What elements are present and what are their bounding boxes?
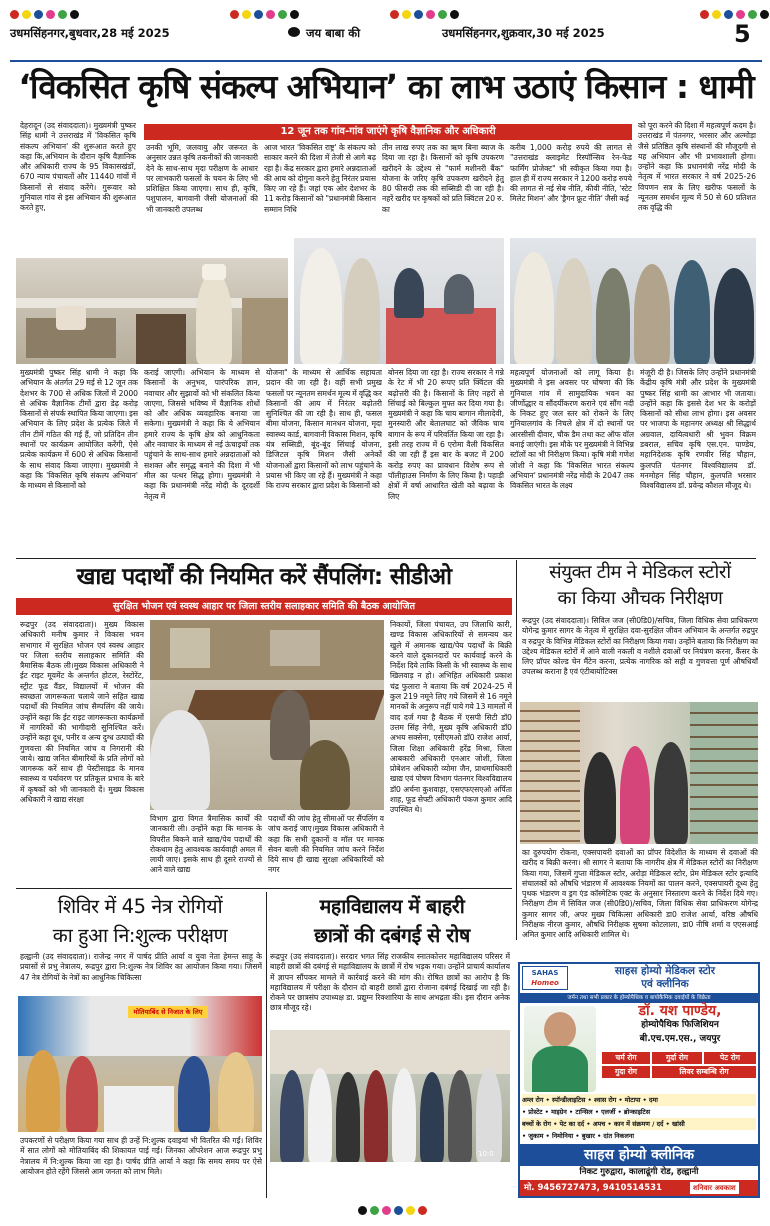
- photo-eye-camp: [18, 996, 262, 1132]
- header-color-dots-left: [10, 10, 79, 19]
- page-header: [10, 6, 762, 48]
- disease-row: अम्ल रोग • स्पॉन्डीलाइटिस • श्वास रोग • मोटापा • दमा: [522, 1094, 756, 1106]
- college-headline-line1: महाविद्यालय में बाहरी: [319, 895, 465, 918]
- section-divider-1: [16, 558, 756, 559]
- disease-row: • प्रोस्टेट • माइग्रेन • टान्सिल • एलर्जी • ब्रोन्काइटिस: [522, 1108, 651, 1116]
- photo-college-students: [270, 1030, 510, 1162]
- logo-icon: [288, 27, 300, 37]
- header-color-dots-center-right: [390, 10, 459, 19]
- advert-title-line2: एवं क्लीनिक: [641, 978, 689, 990]
- header-color-dots-center: [230, 10, 299, 19]
- main-story-col3: आज भारत 'विकसित राष्ट्र' के संकल्प को साकार करने की दिशा में तेजी से आगे बढ़ रहा है। केंद्र सरकार द्वारा हमारे अन्नदाताओं की आय को दोगुना करने हेतु निरंतर प्रयास किए जा रहे हैं। जहां एक ओर देशभर के 11 करोड़ किसानों को "प्रधानमंत्री किसान सम्मान निधि: [264, 143, 376, 214]
- medical-story-bottom: का दुरुपयोग रोकना, एक्सपायरी दवाओं का प्रॉपर विदेशीत के माध्यम से दवाओं की खरीद व बिक्री करना। श्री सागर ने बताया कि नागरीय क्षेत्र में मेडिकल स्टोरों का निरीक्षण किया गया, जिसमें गुप्ता मेडिकल स्टोर, अरोड़ा मेडिकल स्टोर, प्रेम मेडिकल स्टोर इत्यादि संचालकों को औषधि भंडारण में आवश्यक नियमों का पालन करने, एक्सपायरी दूध्य हेतु पृथक भंडारण व ड्रग एंड कॉस्मेटिक एक्ट के अनुसार निस्तारण करने के निर्देश दिये गए। निरीक्षण टीम में सिविल जज (सी0डि0)/सचिव, जिला विधिक सेवा प्राधिकरण योगेन्द्र कुमार सागर जी, अपर मुख्य चिकित्सा अधिकारी डा0 राजेश आर्या, वरिष्ठ औषधि निरीक्षक नीरज कुमार, औषधि निरीक्षक सुषमा कोटलाला, डा0 नीषि शर्मा व एएसआई अमित कुमार आदि अधिकारी शामिल थे।: [522, 848, 758, 940]
- food-story-col4: निकायों, जिला पंचायत, उप जिलाधि कारी, खण्ड विकास अधिकारियों से समन्वय कर खुले में अमानक खाद्य/पेय पदार्थों के बिक्री करने वाले दुकानदारों पर कार्यवाई करने के निर्देश दिये ताकि किसी के भी स्वास्थ्य के साथ खिलवाड़ न हो। अभिहित अधिकारी प्रकाश चंद्र फुलारा ने बताया कि वर्ष 2024-25 में कुल 219 नमूने लिए गये जिसमें से 16 नमूने मानकों के अनुरूप नहीं पाये गये 13 मामलों में वाद दर्ज गया है बैठक में एसपी सिटी डॉ0 उत्तम सिंह नेगी, मुख्य कृषि अधिकारी डॉ0 अभय सक्सेना, एसीएमओ डॉ0 राजेश आर्या, जिला शिक्षा अधिकारी हरेंद्र मिश्रा, जिला आबकारी अधिकारी एनआर जोशी, जिला प्रोबेशन अधिकारी व्योमा जैन, प्राथमाधिकारी खाद्य एवं पोषण विभाग पंतनगर विश्वविद्यालय डॉ0 अर्चना कुशवाहा, एसएफएसएओ अर्पिता शाह, फूड सेफ्टी अधिकारी पंकज कुमार आदि उपस्थित थे।: [390, 620, 512, 815]
- disease-tag: गुदा रोग: [602, 1066, 650, 1078]
- footer-color-dots: [358, 1206, 427, 1215]
- main-story-lower2: कराई जाएगी। अभियान के माध्यम से किसानों के अनुभव, पारंपरिक ज्ञान, नवाचार और सुझावों को भी संकलित किया जाएगा, जिससे भविष्य में वैज्ञानिक शोधों को और अधिक व्यवहारिक बनाया जा सकेगा। मुख्यमंत्री ने कहा कि ये अभियान हमारे राज्य के कृषि क्षेत्र को आधुनिकता और नवाचार के माध्यम से नई ऊंचाइयों तक पहुंचाने के साथ-साथ हमारे अन्नदाताओं को सशक्त और समृद्ध बनाने की दिशा में भी मील का पत्थर सिद्ध होगा। मुख्यमंत्री ने कहा कि प्रधानमंत्री नरेंद्र मोदी के दूरदर्शी नेतृत्व में: [144, 368, 260, 501]
- disease-tag: लिवर सम्बन्धि रोग: [652, 1066, 756, 1078]
- food-story-col2: विभाग द्वारा विगत त्रैमासिक कार्यों की जानकारी ली। उन्होंने कहा कि मानक के विपरीत बिकने वाले खाद्य/पेय पदार्थों की रोकथाम हेतु आवश्यक कार्यवाही अमल में लायी जाए। इसके साथ ही दूसरे राज्यों से आने वाले खाद्य: [150, 814, 262, 875]
- main-story-lower1: मुख्यमंत्री पुष्कर सिंह धामी ने कहा कि अभियान के अंतर्गत 29 मई से 12 जून तक देशभर के 700 से अधिक जिलों में 2000 से अधिक वैज्ञानिक टीमों द्वारा डेढ़ करोड़ किसानों से संपर्क स्थापित किया जाएगा। इस अभियान के लिए प्रदेश के प्रत्येक जिले में तीन टीमें गठित की गई हैं, जो प्रतिदिन तीन स्थानों पर कार्यक्रम आयोजित करेंगी, ऐसे प्रत्येक कार्यक्रम में 600 से अधिक किसानों के साथ संवाद किया जाएगा। मुख्यमंत्री ने कहा कि 'विकसित कृषि संकल्प अभियान' के माध्यम से किसानों को: [20, 368, 138, 491]
- disease-tag: गुर्दा रोग: [652, 1052, 702, 1064]
- advert-doctor-name: डॉ. यश पाण्डेय,: [638, 1003, 722, 1019]
- header-logo-text: जय बाबा की: [306, 26, 361, 40]
- page-number: 5: [734, 20, 751, 48]
- eye-headline-line2: का हुआ नि:शुल्क परीक्षण: [52, 924, 228, 947]
- food-subhead: सुरक्षित भोजन एवं स्वस्थ आहार पर जिला स्तरीय सलाहकार समिति की बैठक आयोजित: [16, 598, 512, 615]
- disease-row: • जुकाम • निमोनिया • बुखार • दांत निकलना: [522, 1132, 634, 1140]
- disease-tag: चर्म रोग: [602, 1052, 650, 1064]
- header-left-date: उधमसिंहनगर,बुधवार,28 मई 2025: [10, 26, 170, 40]
- photo-cm-stall: [294, 238, 504, 364]
- advert-brand-box: [522, 966, 568, 990]
- main-subhead: 12 जून तक गांव-गांव जाएंगे कृषि वैज्ञानिक और अधिकारी: [144, 124, 632, 140]
- advert-address: निकट गुरुद्वारा, कालाढूंगी रोड, हल्द्वानी: [579, 1167, 699, 1177]
- advert-title-line1: साहस होम्यो मेडिकल स्टोर: [614, 965, 716, 977]
- eye-headline: [16, 892, 264, 950]
- photo-stamp: 10:0: [478, 1150, 494, 1158]
- advert-doctor-degree: बी.एच.एम.एस., जयपुर: [639, 1034, 721, 1044]
- main-story-col6: को पूरा करने की दिशा में महत्वपूर्ण कदम है। उत्तराखंड में पंतनगर, भरसार और अल्मोड़ा जैसे प्रतिष्ठित कृषि संस्थानों की मौजूदगी से यह अभियान और भी प्रभावशाली होगा। उन्होंने कहा कि प्रधानमंत्री नरेंद्र मोदी के नेतृत्व में भारत सरकार ने वर्ष 2025-26 विपणन सत्र के लिए खरीफ फसलों के न्यूनतम समर्थन मूल्य में 50 से 60 प्रतिशत तक वृद्धि की: [638, 121, 756, 213]
- main-story-col4: तीन लाख रुपए तक का ऋण बिना ब्याज के दिया जा रहा है। किसानों को कृषि उपकरण खरीदने के उद्देश्य से "फार्म मशीनरी बैंक" योजना के जरिए कृषि उपकरण खरीदने हेतु 80 फीसदी तक की सब्सिडी दी जा रही है। नहरें खरीद पर कृषकों को प्रति क्विंटल 20 रु. का: [382, 143, 504, 214]
- column-rule: [516, 560, 517, 940]
- advert-doctor-photo: [524, 1006, 596, 1092]
- main-story-lower5: महत्वपूर्ण योजनाओं को लागू किया है। मुख्यमंत्री ने इस अवसर पर घोषणा की कि गुनियाल गांव में सामुदायिक भवन का जीर्णोद्धार व सौंदर्यीकरण कराने एवं सौंग नदी के निकट हुए जल स्तर को रोकने के लिए गुनियालगांव के निचले क्षेत्र में दो स्थानों पर आरसीसी दीवार, चौक डैम तथा कट ऑफ वॉल बनाई जाएंगी। इस मौके पर मुख्यमंत्री ने विभिन्न स्टॉलों का भी निरीक्षण किया। कृषि मंत्री गणेश जोशी ने कहा कि 'विकसित भारत संकल्प अभियान' प्रधानमंत्री नरेंद्र मोदी के 2047 तक विकसित भारत के लक्ष्य: [510, 368, 634, 491]
- photo-medical-store: [520, 702, 758, 844]
- advert-brand-bottom: Homeo: [531, 979, 559, 987]
- main-story-lower6: मंजूरी दी है। जिसके लिए उन्होंने प्रधानमंत्री केंद्रीय कृषि मंत्री और प्रदेश के मुख्यमंत्री पुष्कर सिंह धामी का आभार भी जताया। उन्होंने कहा कि इससे देश भर के करोड़ों किसानों को सीधा लाभ होगा। इस अवसर पर भाजपा के महानगर अध्यक्ष श्री सिद्धार्थ अग्रवाल, दायित्वधारी श्री भुवन विक्रम डबराल, सचिव कृषि एस.एन. पाण्डेय, महानिदेशक कृषि रणवीर सिंह चौहान, कुलपति पंतनगर विश्वविद्यालय डॉ. मनमोहन सिंह चौहान, कुलपति भरसार विश्वविद्यालय डॉ. प्रवेन्द्र कौशल मौजूद थे।: [640, 368, 756, 491]
- advert-title: [572, 965, 758, 991]
- main-headline: ‘विकसित कृषि संकल्प अभियान’ का लाभ उठाएं किसान : धामी: [18, 67, 754, 106]
- medical-headline-line1: संयुक्त टीम ने मेडिकल स्टोरों: [549, 562, 731, 583]
- medical-story-top: रूद्रपुर (उद संवाददाता)। सिविल जज (सी0डि0)/सचिव, जिला विधिक सेवा प्राधिकरण योगेन्द्र कुमार सागर के नेतृत्व में सुरक्षित दवा-सुरक्षित जीवन अभियान के अन्तर्गत रुद्रपुर व रुद्रपुर के विभिन्न मेडिकल स्टोरों का निरीक्षण किया गया। उन्होंने बताया कि निरीक्षण का उद्देश्य मेडिकल स्टोरों में आने वाली नकली व नशीले दवाओं पर नियंत्रण करना, कैंसर के लिए प्रॉपर कोल्ड चेन मैंटेन करना, प्रत्येक नागरिक को सही व गुणवत्ता पूर्ण औषधियाँ उपलब्ध कराना है एवं एंटीबायोटिक्स: [522, 616, 758, 677]
- advert-homeo-clinic[interactable]: [518, 962, 760, 1198]
- college-headline-line2: छात्रों की दबंगई से रोष: [314, 924, 470, 947]
- college-headline: [270, 892, 514, 950]
- medical-headline: [520, 560, 760, 612]
- advert-doctor-title: होम्योपैथिक फिजिशियन: [641, 1020, 719, 1030]
- main-story-col5: करीब 1,000 करोड़ रुपये की लागत से "उत्तराखंड क्लाइमेट रिस्पॉन्सिव रेन-फेड फार्मिंग प्रोजेक्ट" भी स्वीकृत किया गया है। हाल ही में राज्य सरकार ने 1200 करोड़ रुपये की लागत से नई सेब नीति, कीवी नीति, 'स्टेट मिलेट मिशन' और 'ड्रैगन फ्रूट नीति' जैसी कई: [510, 143, 632, 204]
- eye-camp-banner: मोतियाबिंद से निजात के लिए: [128, 1006, 208, 1018]
- advert-timing: शनिवार अवकाश: [690, 1182, 739, 1194]
- header-right-date: उधमसिंहनगर,शुक्रवार,30 मई 2025: [442, 26, 605, 40]
- advert-brand-top: SAHAS: [531, 969, 559, 977]
- photo-food-meeting: [150, 620, 384, 810]
- photo-officials: [510, 238, 756, 364]
- advert-clinic-name: साहस होम्यो क्लीनिक: [520, 1144, 758, 1166]
- eye-story-body: हल्द्वानी (उद संवाददाता)। राजेन्द्र नगर में पार्षद प्रीति आर्या व युवा नेता हेमन्त साहू के प्रयासों से प्रभु नेत्रालय, रूद्रपुर द्वारा नि:शुल्क नेत्र शिविर का आयोजन किया गया। जिसमें 47 नेत्र रोगियों के नेत्रों का आधुनिक चिकित्सा: [20, 952, 262, 982]
- main-story-col2: उनकी भूमि, जलवायु और जरूरत के अनुसार उन्नत कृषि तकनीकों की जानकारी देने के साथ-साथ मृदा परीक्षण के आधार पर लाभकारी फसलों के चयन के लिए भी प्रशिक्षित किया जाएगा। साथ ही, कृषि, पशुपालन, बागवानी जैसी योजनाओं की भी जानकारी उपलब्ध: [146, 143, 258, 214]
- food-story-col1: रूद्रपुर (उद संवाददाता)। मुख्य विकास अधिकारी मनीष कुमार ने विकास भवन सभागार में सुरक्षित भोजन एवं स्वस्थ आहार पर जिला स्तरीय सलाहकार समिति की त्रैमासिक बैठक ली।मुख्य विकास अधिकारी ने ईट राइट मूवमेंट के अन्तर्गत होटल, रेस्टोरेंट, स्ट्रीट फूड वैंडर, विद्यालयों में भोजन की स्वच्छता जागरूकता चलाये जाने सहित खाद्य पदार्थों की नियमित जांच सैम्पलिंग की जाये। उन्होंने कहा कि ईट राइट जागरूकता कार्यक्रमों में नागरिकों की भागीदारी सुनिश्चित करें। उन्होंने कहा दूध, पनीर व अन्य दुग्ध उत्पादों की गुणवत्ता की नियमित जांच व निगरानी की जाये। खाद्य जनित बीमारियों के प्रति लोगों को जागरूक करें साथ ही पेस्टीसाइड के मानव स्वास्थ्य व पर्यावरण पर प्रतिकूल प्रभाव के बारे में कृषकों को भी जानकारी दें। मुख्य विकास अधिकारी ने खाद्य संरक्षा: [20, 620, 144, 805]
- header-color-dots-right: [700, 10, 769, 19]
- main-story-lower3: योजना" के माध्यम से आर्थिक सहायता प्रदान की जा रही है। वहीं सभी प्रमुख फसलों पर न्यूनतम समर्थन मूल्य में वृद्धि कर किसानों की आय में निरंतर बढ़ोतरी सुनिश्चित की जा रही है। साथ ही, फसल बीमा योजना, किसान मानधन योजना, मृदा स्वास्थ्य कार्ड, बागवानी विकास मिशन, कृषि यंत्र सब्सिडी, बूंद-बूंद सिंचाई योजना, डिजिटल कृषि मिशन जैसी अनेकों योजनाओं द्वारा किसानों को लाभ पहुंचाने के प्रयास भी किए जा रहे हैं। मुख्यमंत्री ने कहा कि राज्य सरकार द्वारा प्रदेश के किसानों को: [266, 368, 382, 491]
- section-divider-2: [16, 888, 512, 889]
- food-headline: खाद्य पदार्थों की नियमित करें सैंपलिंग: सीडीओ: [76, 564, 452, 590]
- photo-cm-speech: [16, 258, 288, 364]
- eye-headline-line1: शिविर में 45 नेत्र रोगियों: [57, 895, 223, 918]
- main-story-lower4: बोनस दिया जा रहा है। राज्य सरकार ने गन्ने के रेट में भी 20 रूपए प्रति क्विंटल की बढ़ोत्तरी की है। किसानों के लिए नहरों से सिंचाई को बिल्कुल मुफ्त कर दिया गया है। मुख्यमंत्री ने कहा कि चाय बागान मीलादेवी, मुनस्यारी और बेतालघाट को जैविक चाय बागान के रूप में परिवर्तित किया जा रहा है। इसी तरह राज्य में 6 एरोमा वैली विकसित की जा रही हैं इस बार के बजट में 200 करोड़ रुपए का प्रावधान विशेष रूप से पॉलीहाउस निर्माण के लिए किया है। पहाड़ी क्षेत्रों में वर्षा आधारित खेती को बढ़ावा के लिए: [388, 368, 504, 501]
- disease-row: बच्चों के रोग • पेट का दर्द • अपच • कान में संक्रमण / दर्द • खांसी: [522, 1118, 756, 1130]
- main-story-col1: देहरादून (उद संवाददाता)। मुख्यमंत्री पुष्कर सिंह धामी ने उत्तराखंड में 'विकसित कृषि संकल्प अभियान' की शुरूआत करते हुए कहा कि,अभियान के दौरान कृषि वैज्ञानिक और अधिकारी राज्य के 95 विकासखंडों, 670 न्याय पंचायतों और 11440 गांवों में किसानों से संवाद करेंगे। गुरूवार को गुनियाल गांव से इस अभियान की शुरूआत करते हुए,: [20, 121, 136, 213]
- advert-footer: [520, 1180, 758, 1196]
- advert-doctor-block: [602, 1004, 758, 1046]
- header-rule: [10, 60, 762, 62]
- food-story-col3: पदार्थों की जांच हेतु सीमाओं पर सैंपलिंग व जांच कराई जाए।मुख्य विकास अधिकारी ने कहा कि सभी दुकानों व मॉल पर मानक सेवन बाली की नियमित जांच करने निर्देश दिये साथ ही खाद्य सुरक्षा अधिकारियों को नगर: [268, 814, 384, 875]
- eye-photo-caption: उपकरणों से परीक्षण किया गया साथ ही उन्हें नि:शुल्क दवाइयां भी वितरित की गईं। शिविर में सात लोगों को मोतियाबिंद की शिकायत पाई गई। जिनका ऑपरेशन आज रूद्रपुर प्रभु नेत्रालय में नि:शुल्क किया जा रहा है। पार्षद प्रीति आर्या ने कहा कि समय समय पर ऐसे आयोजन होते रहेंगे जिससे आम जनता को लाभ मिले।: [20, 1136, 262, 1176]
- college-story-body: रूद्रपुर (उद संवाददाता)। सरदार भगत सिंह राजकीय स्नातकोत्तर महाविद्यालय परिसर में बाहरी छात्रों की दबंगई से महाविद्यालय के छात्रों में रोष भड़क गया। उन्होंने प्राचार्य कार्यालय में ज्ञापन सौंपकर मामले में कार्रवाई करने की मांग की। रोषित छात्रों का आरोप है कि महाविद्यालय में परीक्षा के दौरान दो बाहरी छात्रों द्वारा रोजाना दबंगई दिखाई जा रही है। रोकने पर छात्रसंघ उपाध्यक्ष डा. प्रद्युम्न रिक्शारिया के साथ अभद्रता की। इस दौरान अनेक छात्र मौजूद रहे।: [270, 952, 510, 1013]
- advert-disease-list: [522, 1094, 756, 1142]
- advert-phone[interactable]: मो. 9456727473, 9410514531: [524, 1183, 662, 1193]
- advert-tagline: जर्मन तथा सभी प्रकार के होम्योपैथिक व बायोकैमिक दवाईयों के विक्रेता: [520, 993, 758, 1003]
- column-rule-2: [266, 892, 267, 1198]
- medical-headline-line2: का किया औचक निरीक्षण: [557, 588, 723, 609]
- disease-tag: पेट रोग: [704, 1052, 756, 1064]
